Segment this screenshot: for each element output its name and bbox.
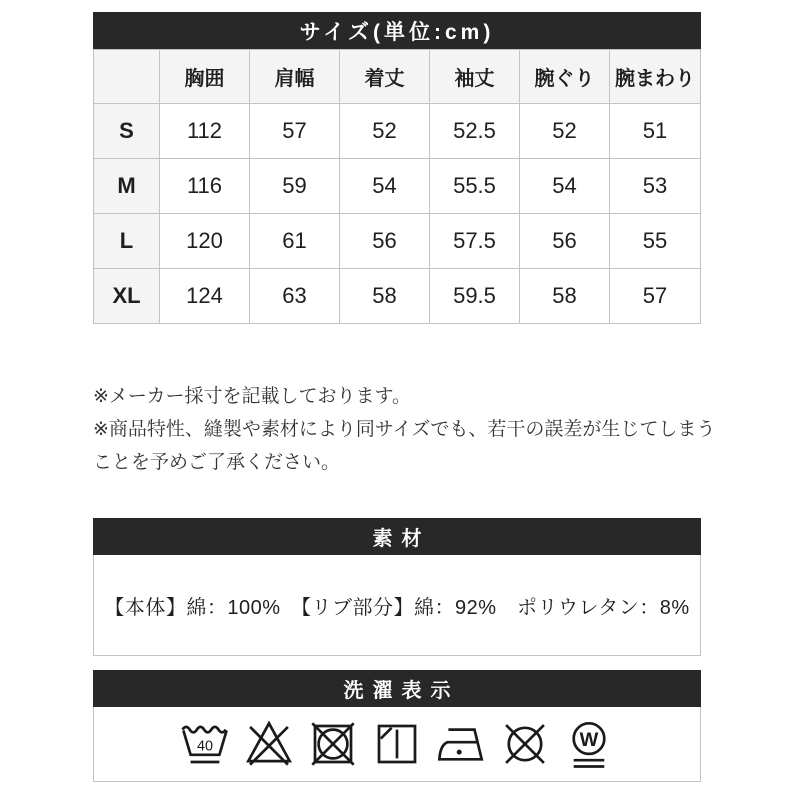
cell-value: 51 [610, 104, 701, 159]
cell-value: 58 [340, 269, 430, 324]
cell-value: 124 [160, 269, 250, 324]
table-row-l [94, 214, 701, 269]
care-section [93, 670, 701, 782]
cell-value: 59 [250, 159, 340, 214]
cell-value: 58 [520, 269, 610, 324]
note-line: ことを予めご了承ください。 [93, 452, 341, 473]
care-section-title: 洗濯表示 [343, 680, 460, 702]
size-section-title: サイズ(単位:cm) [299, 20, 495, 44]
cell-value: 116 [160, 159, 250, 214]
column-header-armhole: 腕ぐり [520, 50, 610, 104]
size-section-header [93, 12, 701, 49]
column-header-arm-width: 腕まわり [610, 50, 701, 104]
cell-value: 57 [610, 269, 701, 324]
cell-value: 52 [520, 104, 610, 159]
care-symbols-row [93, 707, 701, 782]
row-label-s: S [94, 104, 160, 159]
cell-value: 52 [340, 104, 430, 159]
cell-value: 120 [160, 214, 250, 269]
cell-value: 52.5 [430, 104, 520, 159]
wash-temp-label: 40 [196, 738, 214, 755]
cell-value: 53 [610, 159, 701, 214]
wet-clean-letter: W [579, 728, 599, 751]
material-box [93, 555, 701, 656]
do-not-dry-clean-icon [498, 714, 552, 774]
cell-value: 56 [520, 214, 610, 269]
table-row-m [94, 159, 701, 214]
table-row-xl [94, 269, 701, 324]
cell-value: 55.5 [430, 159, 520, 214]
column-header-chest: 胸囲 [160, 50, 250, 104]
size-table [93, 49, 701, 324]
column-header-shoulder: 肩幅 [250, 50, 340, 104]
material-section-title: 素材 [372, 528, 431, 550]
care-section-header [93, 670, 701, 707]
cell-value: 54 [520, 159, 610, 214]
cell-value: 55 [610, 214, 701, 269]
cell-value: 57.5 [430, 214, 520, 269]
size-chart-panel [93, 12, 716, 782]
wash-40-gentle-icon [178, 714, 232, 774]
table-row-s [94, 104, 701, 159]
cell-value: 112 [160, 104, 250, 159]
row-label-xl: XL [94, 269, 160, 324]
size-table-corner-cell [94, 50, 160, 104]
material-text: 【本体】綿：100% 【リブ部分】綿：92% ポリウレタン：8% [104, 596, 690, 619]
cell-value: 54 [340, 159, 430, 214]
cell-value: 63 [250, 269, 340, 324]
note-line: ※商品特性、縫製や素材により同サイズでも、若干の誤差が生じてしまう [93, 419, 716, 440]
iron-low-heat-icon [434, 714, 488, 774]
cell-value: 57 [250, 104, 340, 159]
column-header-length: 着丈 [340, 50, 430, 104]
material-section-header [93, 518, 701, 555]
do-not-bleach-icon [242, 714, 296, 774]
wet-clean-very-gentle-icon [562, 714, 616, 774]
row-label-l: L [94, 214, 160, 269]
cell-value: 61 [250, 214, 340, 269]
cell-value: 56 [340, 214, 430, 269]
size-table-header-row [94, 50, 701, 104]
cell-value: 59.5 [430, 269, 520, 324]
measurement-notes [93, 380, 716, 479]
note-line: ※メーカー採寸を記載しております。 [93, 386, 412, 407]
line-dry-in-shade-icon [370, 714, 424, 774]
row-label-m: M [94, 159, 160, 214]
do-not-tumble-dry-icon [306, 714, 360, 774]
column-header-sleeve: 袖丈 [430, 50, 520, 104]
material-section [93, 518, 701, 656]
